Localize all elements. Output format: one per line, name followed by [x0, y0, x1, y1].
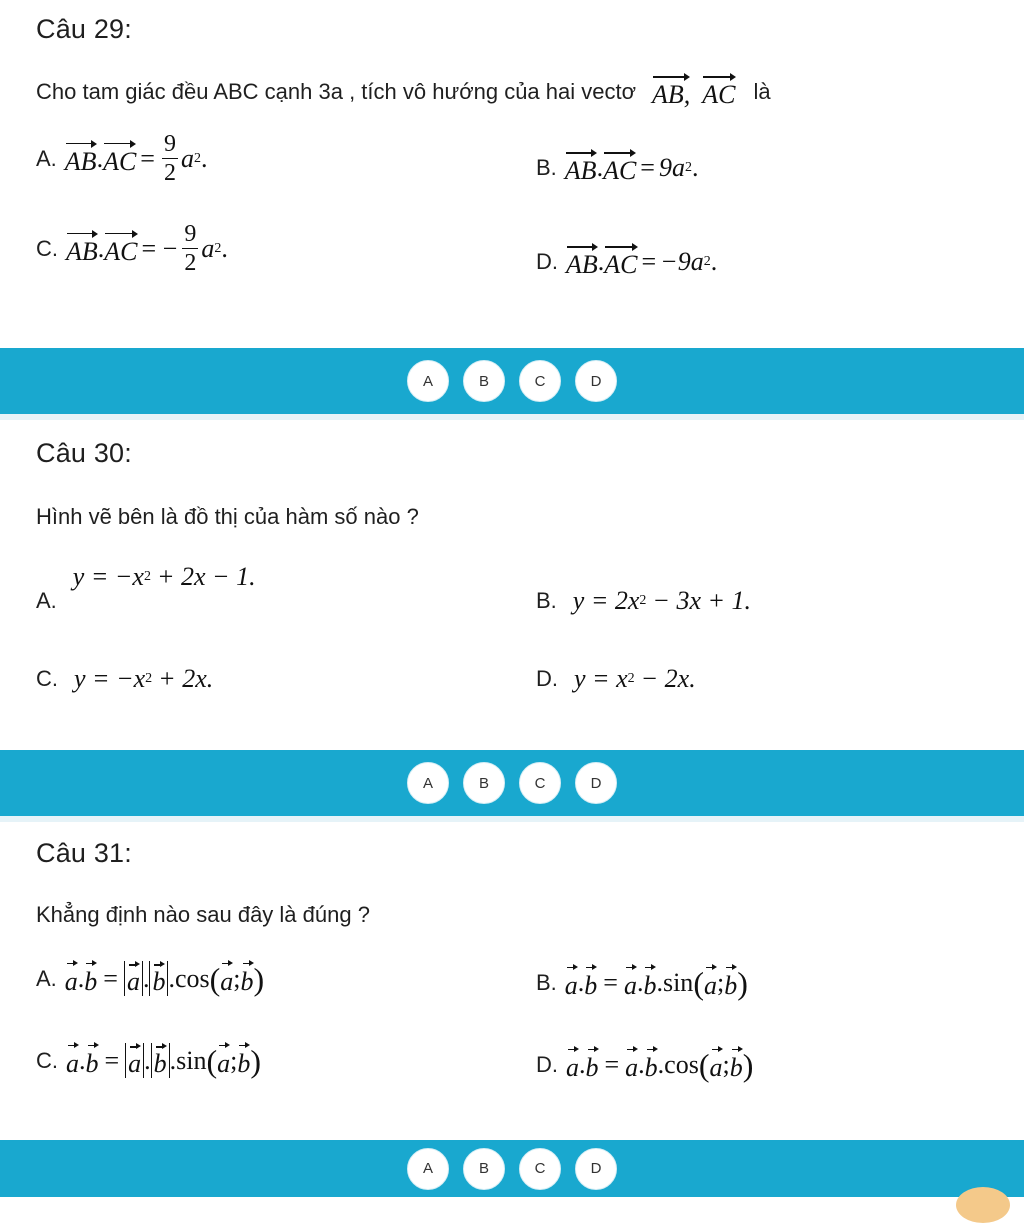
q29-option-a	[36, 132, 207, 185]
q29-option-b	[536, 150, 698, 186]
q29-title: Câu 29:	[36, 14, 132, 44]
q31-label-a: A.	[36, 965, 57, 991]
q30-answer-d[interactable]: D	[575, 762, 617, 804]
q30-title: Câu 30:	[36, 438, 132, 468]
q29-vec-ab: AB,	[652, 74, 690, 110]
q29-option-c	[36, 222, 228, 275]
q30-label-d: D.	[536, 666, 558, 691]
fraction: $\frac{9}{2}$	[163, 131, 176, 186]
q29-answer-a[interactable]: A	[407, 360, 449, 402]
q31-option-d	[536, 1046, 753, 1083]
vec-ab: AB	[66, 231, 98, 267]
q30-label-a: A.	[36, 588, 57, 613]
q31-label-b: B.	[536, 969, 557, 995]
vec-ac: AC	[603, 150, 636, 186]
q30-text: Hình vẽ bên là đồ thị của hàm số nào ?	[36, 504, 419, 529]
vec-ac: AC	[104, 231, 137, 267]
q30-answer-a[interactable]: A	[407, 762, 449, 804]
q29-label-d: D.	[536, 249, 558, 274]
vec-ab: AB	[565, 150, 597, 186]
q31-answer-b[interactable]: B	[463, 1148, 505, 1190]
q31-option-a	[36, 960, 264, 997]
q29-answer-bar	[0, 348, 1024, 414]
q29-vec-ac: AC	[702, 74, 735, 110]
q31-answer-d[interactable]: D	[575, 1148, 617, 1190]
q29-answer-c[interactable]: C	[519, 360, 561, 402]
q31-formula-a: a . b = a . b . cos ( a ; b )	[64, 960, 265, 997]
q31-formula-c: a . b = a . b . sin ( a ; b )	[66, 1042, 262, 1079]
divider	[0, 816, 1024, 822]
q29-label-a: A.	[36, 145, 57, 171]
q30-option-a	[36, 562, 256, 614]
q29-formula-a: AB . AC = $\frac{9}{2}$ a 2 .	[64, 131, 208, 186]
q30-formula-d: y = x 2 − 2x.	[574, 664, 696, 693]
vec-ab: AB	[65, 141, 97, 177]
divider	[0, 414, 1024, 420]
q31-formula-b: a . b = a . b . sin ( a ; b )	[564, 964, 748, 1001]
q29-text	[36, 74, 771, 110]
q29-label-c: C.	[36, 235, 58, 261]
q29-formula-d: AB . AC = −9a 2 .	[566, 244, 717, 280]
q29-text-suffix: là	[753, 79, 771, 104]
q30-answer-bar	[0, 750, 1024, 816]
q31-answer-a[interactable]: A	[407, 1148, 449, 1190]
vec-ac: AC	[604, 244, 637, 280]
q30-formula-c: y = −x 2 + 2x.	[74, 664, 214, 693]
q31-label-d: D.	[536, 1051, 558, 1077]
q31-text: Khẳng định nào sau đây là đúng ?	[36, 902, 370, 927]
q31-title: Câu 31:	[36, 838, 132, 868]
q31-formula-d: a . b = a . b . cos ( a ; b )	[566, 1046, 754, 1083]
q29-label-b: B.	[536, 155, 557, 180]
q30-label-c: C.	[36, 666, 58, 691]
floating-action-button[interactable]	[956, 1187, 1010, 1223]
q29-answer-b[interactable]: B	[463, 360, 505, 402]
q31-label-c: C.	[36, 1047, 58, 1073]
q30-formula-b: y = 2x 2 − 3x + 1.	[572, 586, 752, 615]
q30-formula-a: y = −x 2 + 2x − 1.	[72, 562, 256, 591]
q31-answer-bar	[0, 1140, 1024, 1197]
vec-ac: AC	[103, 141, 136, 177]
fraction: $\frac{9}{2}$	[184, 221, 197, 276]
q29-formula-c: AB . AC = − $\frac{9}{2}$ a 2 .	[66, 221, 228, 276]
q31-option-c	[36, 1042, 261, 1079]
q30-label-b: B.	[536, 588, 557, 613]
vec-ab: AB	[566, 244, 598, 280]
q29-option-d	[536, 244, 717, 280]
q30-option-d	[536, 664, 696, 694]
q29-answer-d[interactable]: D	[575, 360, 617, 402]
q30-answer-b[interactable]: B	[463, 762, 505, 804]
q31-answer-c[interactable]: C	[519, 1148, 561, 1190]
q30-option-b	[536, 586, 751, 616]
q29-formula-b: AB . AC = 9a 2 .	[565, 150, 699, 186]
q31-option-b	[536, 964, 748, 1001]
q29-text-main: Cho tam giác đều ABC cạnh 3a , tích vô hướng của hai vectơ	[36, 79, 637, 104]
q29-text-vectors	[652, 74, 736, 110]
q30-option-c	[36, 664, 213, 694]
q30-answer-c[interactable]: C	[519, 762, 561, 804]
